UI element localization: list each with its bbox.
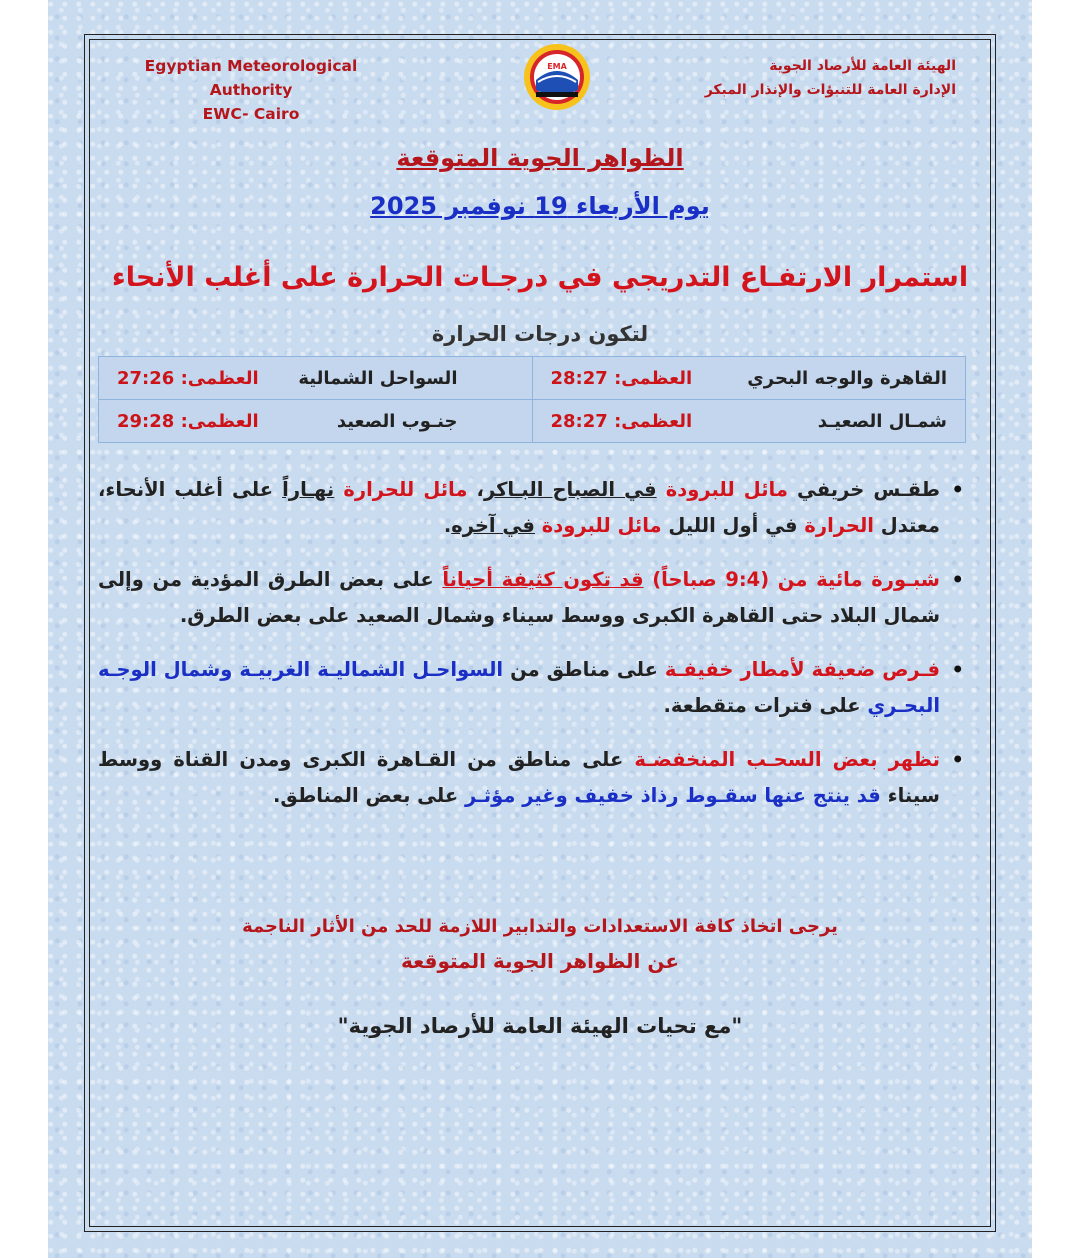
text-segment: على مناطق من [503,658,665,681]
max-label: العظمى: [614,410,693,432]
text-segment: على بعض المناطق. [272,784,465,807]
text-segment: في الصباح البـاكر [483,478,657,501]
text-segment: مائل للبرودة [665,478,788,501]
text-segment: تظهر بعض السحـب المنخفضـة [634,748,940,771]
center-name-en: EWC- Cairo [202,105,300,123]
advice-line-2: عن الظواهر الجوية المتوقعة [400,949,680,973]
headline: استمرار الارتفـاع التدريجي في درجـات الحرارة على أغلب الأنحاء [111,262,969,293]
text-segment: مائل للبرودة [541,514,662,537]
text-segment [535,514,542,537]
text-segment: على فترات متقطعة. [663,694,868,717]
text-segment: على أغلب الأنحاء، معتدل [98,478,940,537]
org-name-en: Egyptian Meteorological Authority [144,57,358,99]
region-name: السواحل الشمالية [298,367,458,389]
text-segment: مائل للحرارة [343,478,468,501]
page-title: الظواهر الجوية المتوقعة [396,144,684,172]
text-segment: . [443,514,452,537]
text-segment: قد ينتج عنها سقـوط رذاذ خفيف وغير مؤثـر [464,784,881,807]
text-segment: شبـورة مائية من (9:4 صباحاً) [643,568,940,591]
list-item [98,742,940,814]
forecast-bullets [98,472,940,832]
text-segment [657,478,666,501]
region-name: القاهرة والوجه البحري [747,367,947,389]
text-segment [334,478,343,501]
temp-cell [532,400,966,443]
ema-logo-icon [522,42,592,112]
advice-note [88,910,992,978]
text-segment: على مناطق من القـاهرة الكبرى ومدن القناة ووسط سيناء [98,748,940,807]
temp-cell [532,357,966,400]
max-value: 28:27 [550,410,608,432]
table-row [99,400,966,443]
logo-text: EMA [547,62,567,71]
temps-caption: لتكون درجات الحرارة [431,322,649,346]
text-segment: في أول الليل [661,514,805,537]
max-label: العظمى: [180,367,259,389]
department-name-ar: الإدارة العامة للتنبؤات والإنذار المبكر [704,82,956,98]
text-segment: فـرص ضعيفة لأمطار خفيفـة [664,658,940,681]
text-segment: نهـاراً [282,478,335,501]
region-name: جنـوب الصعيد [336,410,458,432]
max-value: 28:27 [550,367,608,389]
temperature-table [98,356,966,443]
max-value: 27:26 [117,367,175,389]
region-name: شمـال الصعيـد [817,410,947,432]
text-segment: في آخره [451,514,535,537]
forecast-date: يوم الأربعاء 19 نوفمبر 2025 [370,192,710,220]
org-name-ar: الهيئة العامة للأرصاد الجوية [769,58,956,74]
header-english [106,54,396,126]
temp-cell [99,400,533,443]
temp-cell [99,357,533,400]
list-item [98,562,940,634]
text-segment: الحرارة [804,514,874,537]
list-item [98,652,940,724]
forecast-page [48,0,1032,1258]
text-segment: قد تكون كثيفة أحياناً [442,568,644,591]
advice-line-1: يرجى اتخاذ كافة الاستعدادات والتدابير اللازمة للحد من الأثار الناجمة [242,916,838,937]
text-segment: على بعض الطرق المؤدية من وإلى شمال البلاد حتى القاهرة الكبرى ووسط سيناء وشمال الصعيد على بعض الطرق. [98,568,940,627]
header-arabic [656,54,956,102]
text-segment: طقـس خريفي [787,478,940,501]
max-value: 29:28 [117,410,175,432]
table-row [99,357,966,400]
max-label: العظمى: [180,410,259,432]
max-label: العظمى: [614,367,693,389]
text-segment: السواحـل الشماليـة الغربيـة وشمال الوجـه البحـري [98,658,940,717]
list-item [98,472,940,544]
regards: "مع تحيات الهيئة العامة للأرصاد الجوية" [337,1014,743,1038]
text-segment: ، [467,478,484,501]
